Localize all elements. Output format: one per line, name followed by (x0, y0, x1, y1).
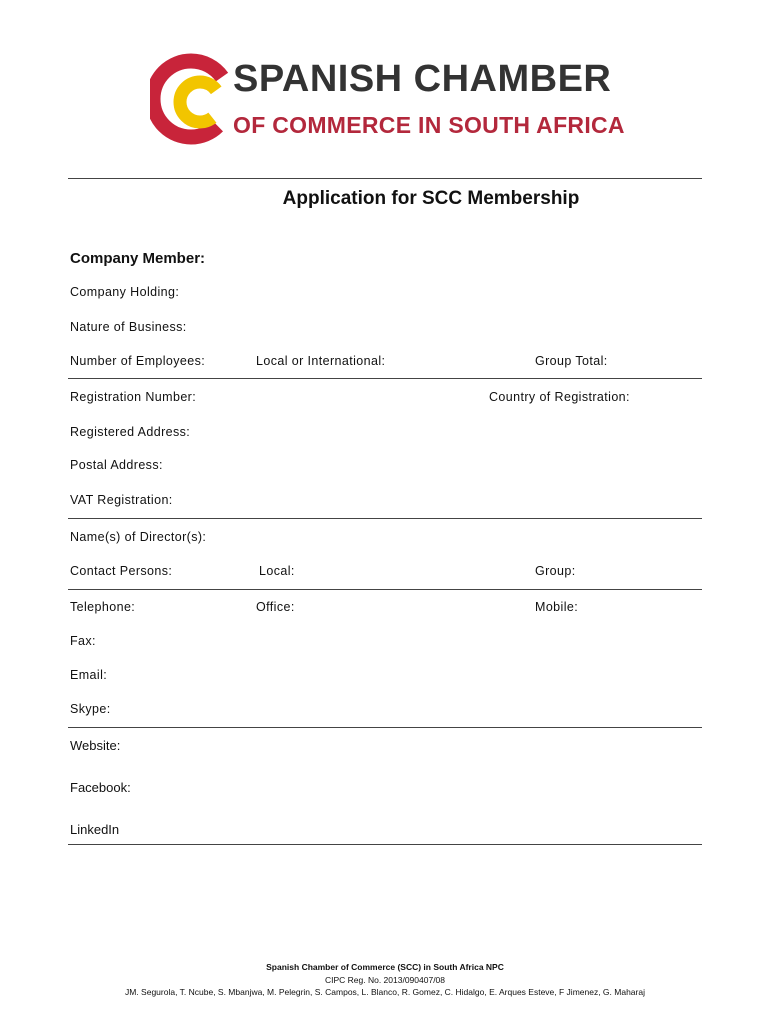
section-heading-company-member: Company Member: (70, 250, 206, 267)
footer-organization-name: Spanish Chamber of Commerce (SCC) in South Africa NPC (266, 962, 504, 972)
label-nature-of-business: Nature of Business: (70, 320, 187, 334)
label-registered-address: Registered Address: (70, 425, 191, 439)
label-registration-number: Registration Number: (70, 390, 197, 404)
label-local-or-international: Local or International: (256, 354, 386, 368)
label-postal-address: Postal Address: (70, 458, 163, 472)
divider (68, 378, 702, 379)
label-mobile: Mobile: (535, 600, 579, 614)
label-vat-registration: VAT Registration: (70, 493, 173, 507)
divider (68, 518, 702, 519)
label-facebook: Facebook: (70, 780, 131, 795)
label-group-total: Group Total: (535, 354, 608, 368)
chamber-logo (150, 50, 630, 150)
label-contact-group: Group: (535, 564, 576, 578)
logo-line-1: SPANISH CHAMBER (233, 58, 612, 100)
label-email: Email: (70, 668, 108, 682)
footer-registration: CIPC Reg. No. 2013/090407/08 (324, 975, 446, 985)
divider-top (68, 178, 702, 179)
label-contact-persons: Contact Persons: (70, 564, 173, 578)
label-office: Office: (256, 600, 295, 614)
label-company-holding: Company Holding: (70, 285, 180, 299)
chamber-logo-mark (150, 50, 232, 150)
divider (68, 589, 702, 590)
label-contact-local: Local: (259, 564, 295, 578)
page-title: Application for SCC Membership (282, 188, 580, 209)
logo-line-2: OF COMMERCE IN SOUTH AFRICA (233, 112, 625, 138)
label-telephone: Telephone: (70, 600, 136, 614)
label-fax: Fax: (70, 634, 96, 648)
divider-bottom (68, 844, 702, 845)
label-country-of-registration: Country of Registration: (489, 390, 630, 404)
label-linkedin: LinkedIn (70, 822, 120, 837)
label-skype: Skype: (70, 702, 111, 716)
label-directors: Name(s) of Director(s): (70, 530, 207, 544)
label-number-of-employees: Number of Employees: (70, 354, 206, 368)
footer-directors: JM. Segurola, T. Ncube, S. Mbanjwa, M. Pelegrin, S. Campos, L. Blanco, R. Gomez, C. Hidalgo, E. Arques Esteve, F Jimenez, G. Maharaj (125, 987, 645, 997)
divider (68, 727, 702, 728)
label-website: Website: (70, 738, 121, 753)
